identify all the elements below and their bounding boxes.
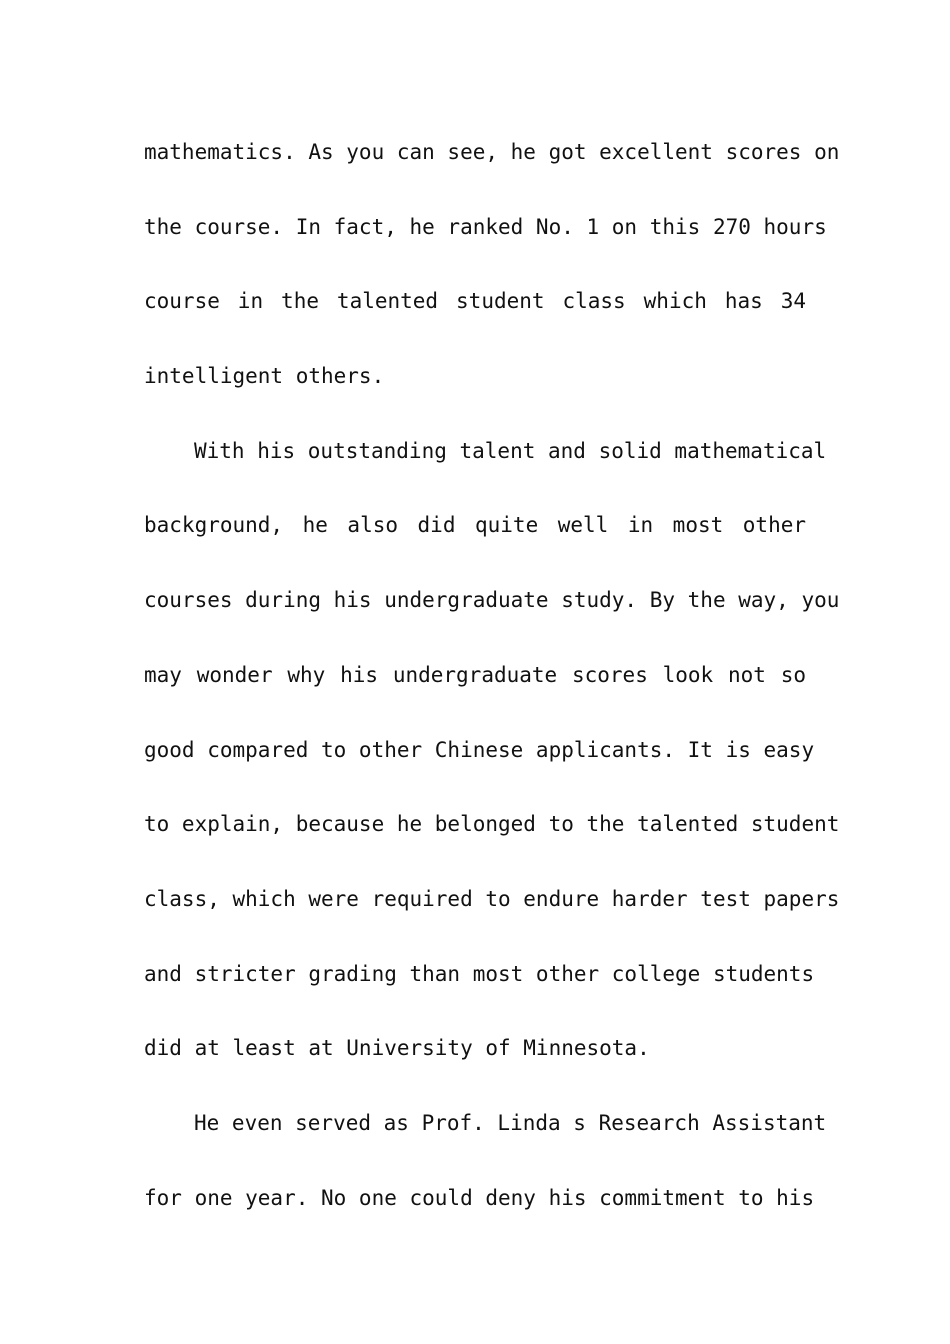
text-line: did at least at University of Minnesota. [144, 1036, 650, 1061]
text-line: good compared to other Chinese applicants. It is easy [144, 737, 815, 762]
paragraph-1 [144, 132, 840, 431]
paragraph-3 [144, 1103, 827, 1252]
text-line: With his outstanding talent and solid mathematical [194, 438, 827, 463]
text-line: class, which were required to endure harder test papers [144, 886, 840, 911]
text-line: courses during his undergraduate study. By the way, you [144, 588, 840, 613]
body-text [144, 132, 840, 1252]
text-line: the course. In fact, he ranked No. 1 on this 270 hours [144, 214, 827, 239]
text-line: may wonder why his undergraduate scores look not so [144, 662, 806, 687]
text-line: intelligent others. [144, 364, 385, 389]
text-line: to explain, because he belonged to the talented student [144, 812, 840, 837]
paragraph-2 [144, 431, 840, 1103]
text-line: He even served as Prof. Linda s Research Assistant [194, 1110, 827, 1135]
text-line: for one year. No one could deny his commitment to his [144, 1185, 815, 1210]
text-line: course in the talented student class which has 34 [144, 289, 806, 314]
text-line: mathematics. As you can see, he got excellent scores on [144, 140, 840, 164]
text-line: and stricter grading than most other college students [144, 961, 815, 986]
text-line: background, he also did quite well in most other [144, 513, 806, 538]
